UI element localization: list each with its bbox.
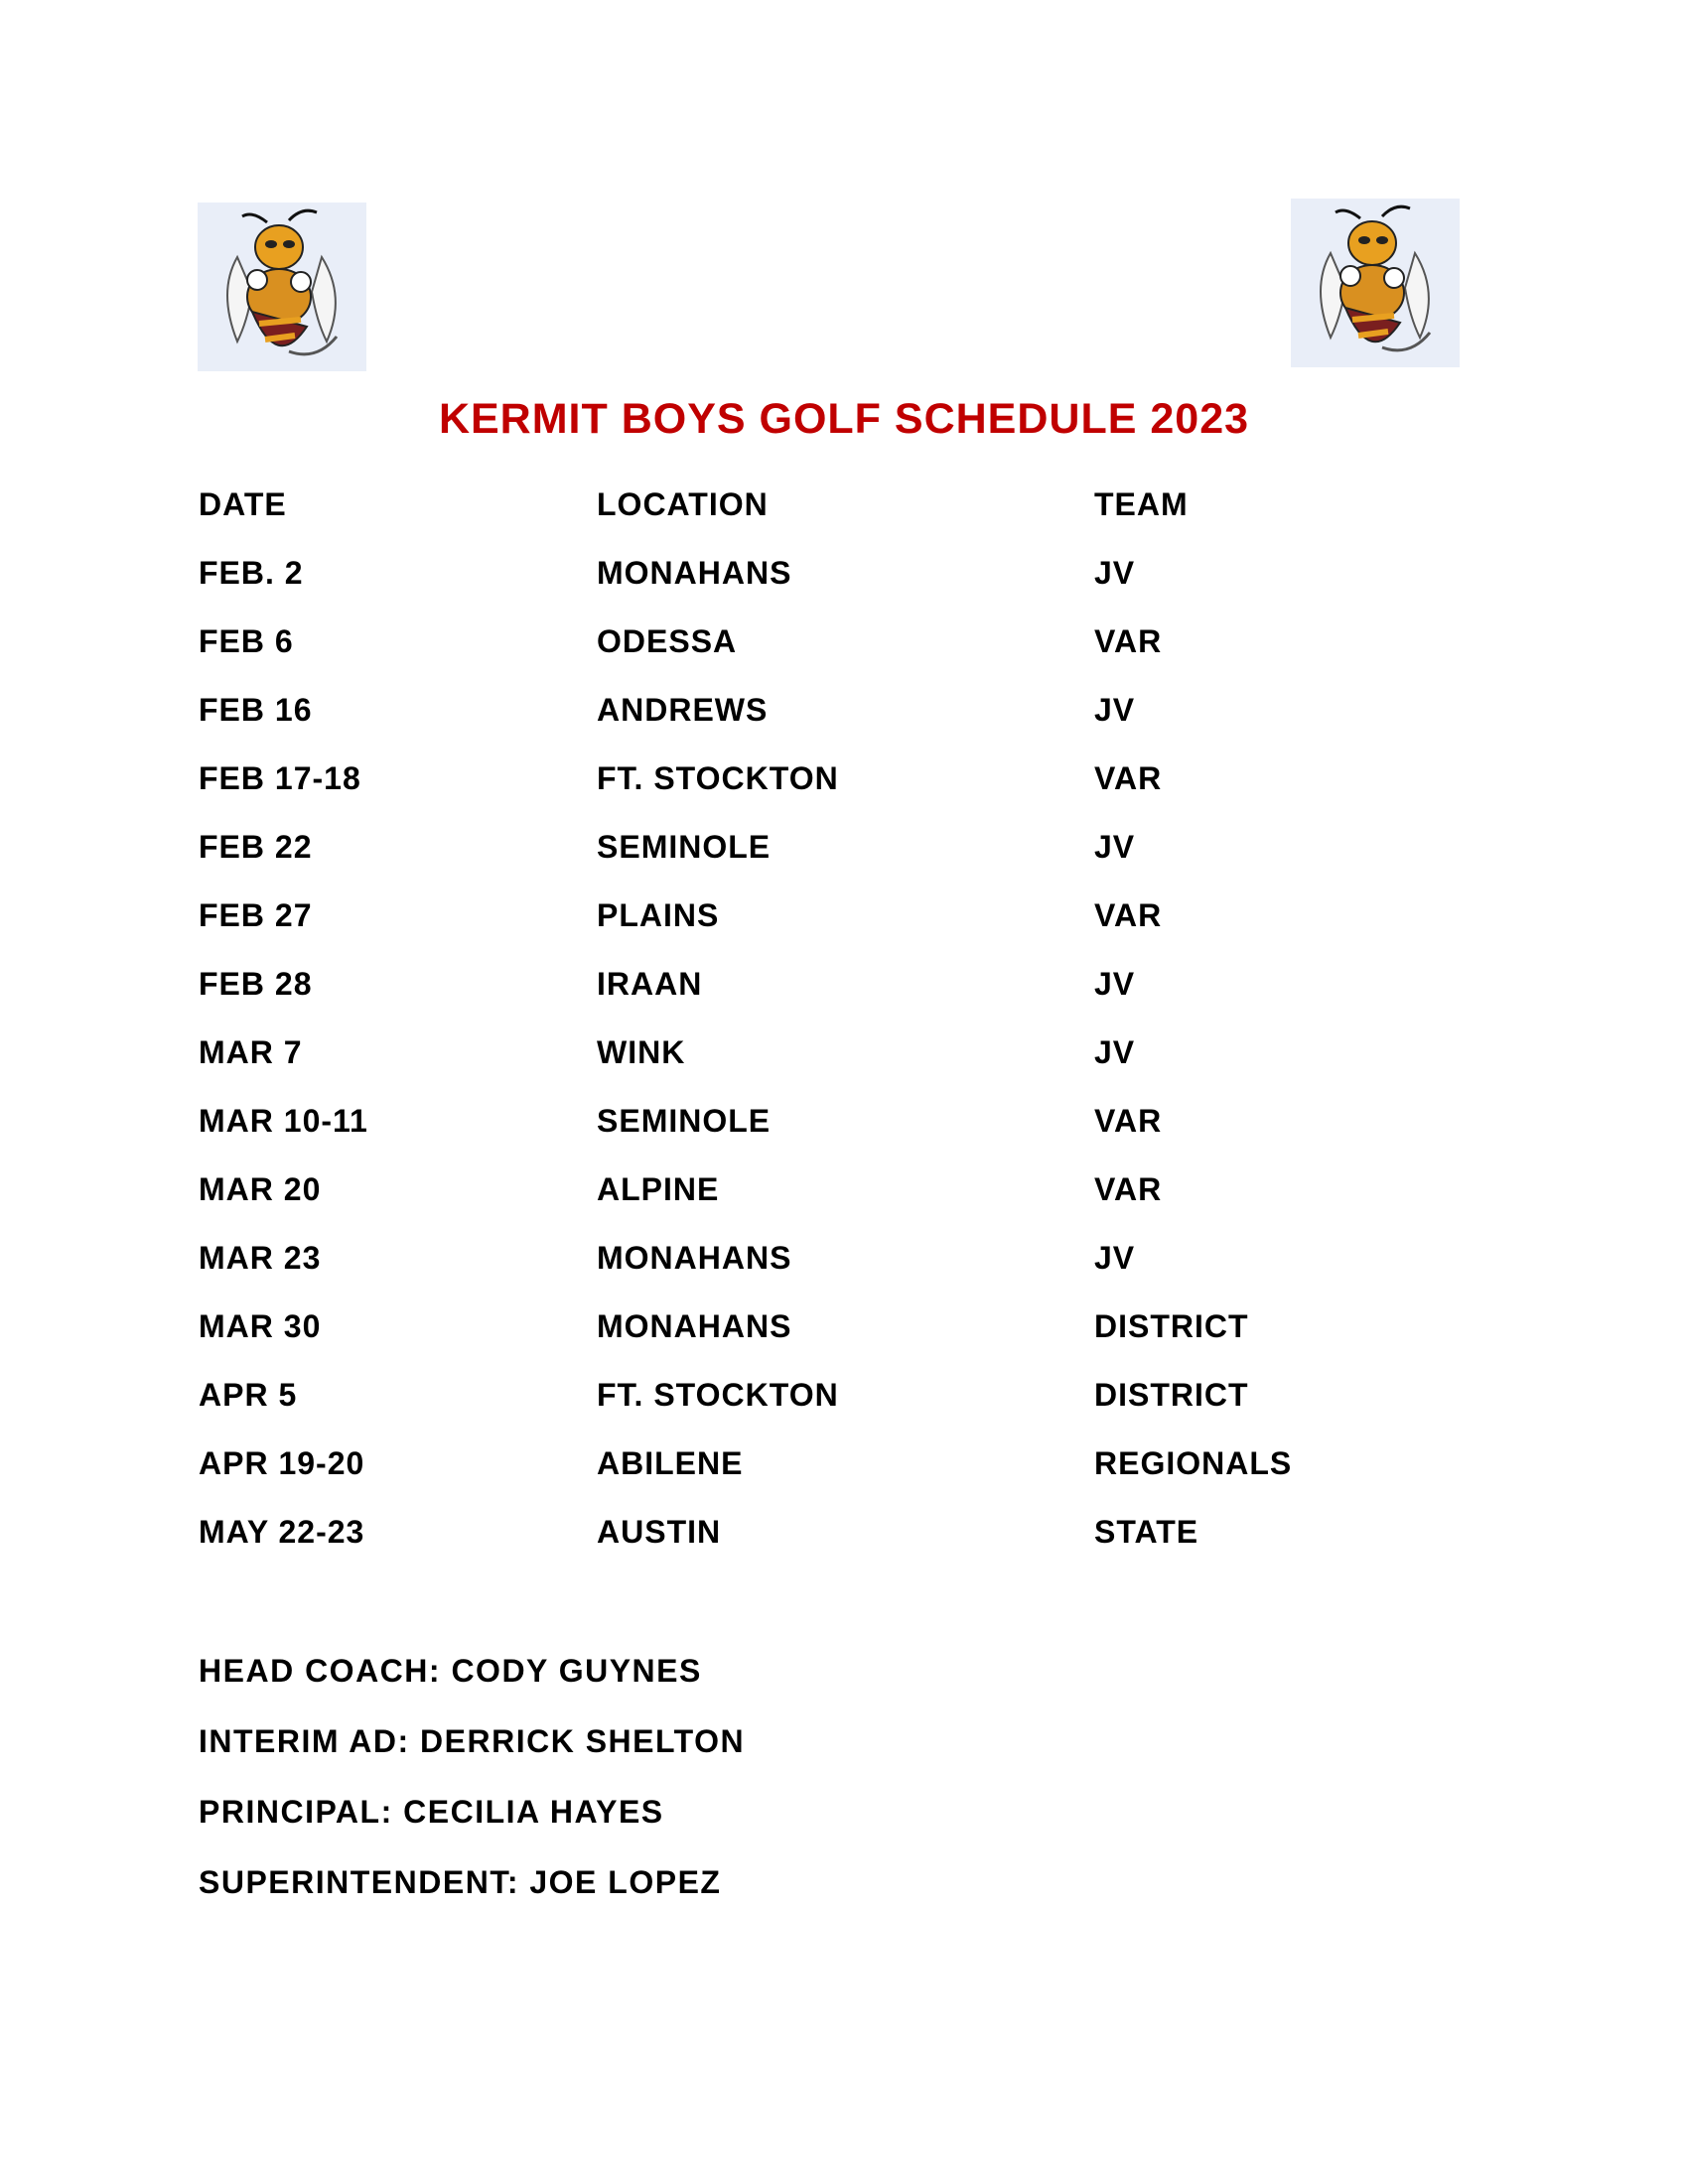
table-header-row	[199, 486, 1390, 555]
cell-team: DISTRICT	[1094, 1308, 1249, 1344]
table-row	[199, 966, 1390, 1034]
staff-line: INTERIM AD: DERRICK SHELTON	[199, 1723, 746, 1759]
table-row	[199, 897, 1390, 966]
hornet-mascot-icon	[1291, 199, 1460, 367]
cell-location: FT. STOCKTON	[597, 1377, 839, 1413]
cell-team: VAR	[1094, 760, 1163, 796]
cell-team: VAR	[1094, 1103, 1163, 1139]
table-row	[199, 1103, 1390, 1171]
cell-team: JV	[1094, 966, 1136, 1002]
cell-location: SEMINOLE	[597, 1103, 772, 1139]
table-row	[199, 555, 1390, 623]
cell-team: JV	[1094, 692, 1136, 728]
cell-date: FEB 22	[199, 829, 313, 865]
table-row	[199, 1034, 1390, 1103]
cell-team: REGIONALS	[1094, 1445, 1293, 1481]
cell-date: MAR 20	[199, 1171, 322, 1207]
cell-location: ANDREWS	[597, 692, 769, 728]
table-row	[199, 1445, 1390, 1514]
page-title	[0, 395, 1688, 444]
cell-team: DISTRICT	[1094, 1377, 1249, 1413]
cell-date: MAR 23	[199, 1240, 322, 1276]
cell-location: MONAHANS	[597, 1308, 792, 1344]
cell-location: SEMINOLE	[597, 829, 772, 865]
cell-team: VAR	[1094, 623, 1163, 659]
header-date: DATE	[199, 486, 287, 522]
schedule-rows	[199, 555, 1390, 1582]
staff-line: PRINCIPAL: CECILIA HAYES	[199, 1794, 664, 1830]
table-row	[199, 1514, 1390, 1582]
cell-team: JV	[1094, 1240, 1136, 1276]
cell-date: MAR 7	[199, 1034, 303, 1070]
cell-team: JV	[1094, 1034, 1136, 1070]
cell-location: ABILENE	[597, 1445, 744, 1481]
staff-list	[199, 1653, 745, 1935]
cell-date: FEB. 2	[199, 555, 304, 591]
page-title-text: KERMIT BOYS GOLF SCHEDULE 2023	[438, 395, 1250, 443]
table-row	[199, 1308, 1390, 1377]
table-row	[199, 760, 1390, 829]
cell-location: IRAAN	[597, 966, 703, 1002]
staff-line: HEAD COACH: CODY GUYNES	[199, 1653, 702, 1689]
cell-date: APR 5	[199, 1377, 298, 1413]
cell-team: VAR	[1094, 1171, 1163, 1207]
cell-location: AUSTIN	[597, 1514, 722, 1550]
cell-location: MONAHANS	[597, 1240, 792, 1276]
cell-date: MAR 30	[199, 1308, 322, 1344]
cell-team: VAR	[1094, 897, 1163, 933]
cell-location: FT. STOCKTON	[597, 760, 839, 796]
cell-date: MAR 10-11	[199, 1103, 368, 1139]
cell-team: JV	[1094, 829, 1136, 865]
cell-location: MONAHANS	[597, 555, 792, 591]
header-team: TEAM	[1094, 486, 1189, 522]
table-row	[199, 829, 1390, 897]
schedule-table	[199, 486, 1390, 1582]
cell-date: MAY 22-23	[199, 1514, 365, 1550]
table-row	[199, 692, 1390, 760]
cell-location: WINK	[597, 1034, 686, 1070]
hornet-mascot-icon	[198, 203, 366, 371]
table-row	[199, 623, 1390, 692]
header-location: LOCATION	[597, 486, 769, 522]
table-row	[199, 1171, 1390, 1240]
cell-location: ODESSA	[597, 623, 738, 659]
cell-date: FEB 27	[199, 897, 313, 933]
table-row	[199, 1240, 1390, 1308]
staff-line: SUPERINTENDENT: JOE LOPEZ	[199, 1864, 722, 1900]
cell-date: APR 19-20	[199, 1445, 365, 1481]
cell-date: FEB 17-18	[199, 760, 361, 796]
hornet-mascot-logo-left	[198, 203, 366, 371]
cell-team: STATE	[1094, 1514, 1199, 1550]
cell-date: FEB 16	[199, 692, 313, 728]
cell-date: FEB 28	[199, 966, 313, 1002]
cell-team: JV	[1094, 555, 1136, 591]
cell-location: PLAINS	[597, 897, 720, 933]
cell-location: ALPINE	[597, 1171, 720, 1207]
cell-date: FEB 6	[199, 623, 294, 659]
hornet-mascot-logo-right	[1291, 199, 1460, 367]
table-row	[199, 1377, 1390, 1445]
